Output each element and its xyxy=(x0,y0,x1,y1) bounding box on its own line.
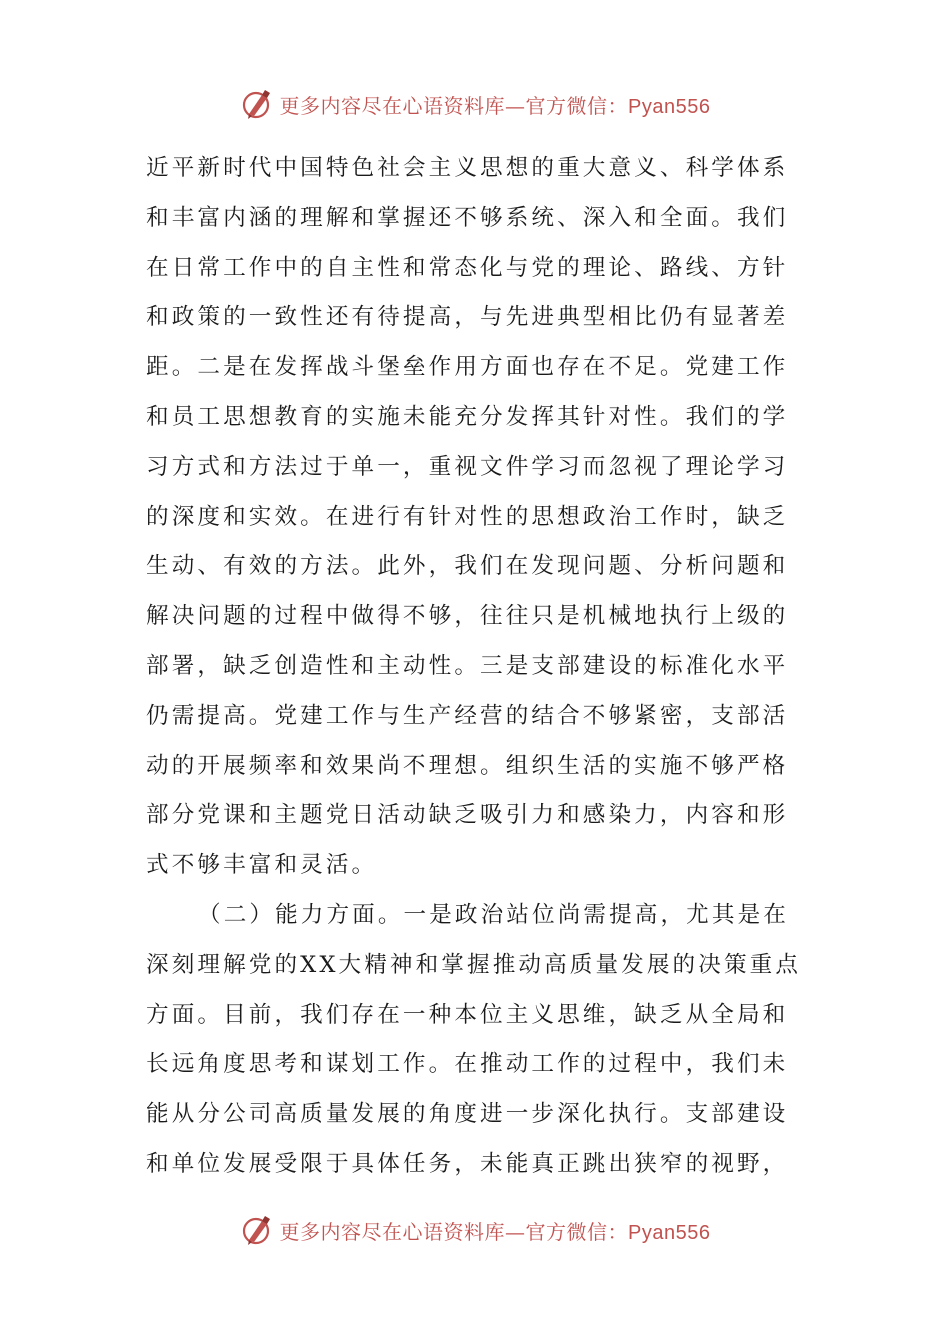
body-line: 方面。目前，我们存在一种本位主义思维，缺乏从全局和 xyxy=(146,1001,789,1028)
header-banner xyxy=(0,84,950,124)
body-line: 仍需提高。党建工作与生产经营的结合不够紧密，支部活 xyxy=(146,702,789,729)
body-line: 在日常工作中的自主性和常态化与党的理论、路线、方针 xyxy=(146,254,789,281)
body-line: 习方式和方法过于单一，重视文件学习而忽视了理论学习 xyxy=(146,453,789,480)
body-line: 和员工思想教育的实施未能充分发挥其针对性。我们的学 xyxy=(146,403,789,430)
body-line: 近平新时代中国特色社会主义思想的重大意义、科学体系 xyxy=(146,155,789,181)
document-body xyxy=(146,144,806,1190)
body-line: 和单位发展受限于具体任务，未能真正跳出狭窄的视野， xyxy=(146,1150,789,1177)
body-line: 部署，缺乏创造性和主动性。三是支部建设的标准化水平 xyxy=(146,652,789,679)
header-banner-text: 更多内容尽在心语资料库—官方微信：Pyan556 xyxy=(279,93,711,118)
body-line: 动的开展频率和效果尚不理想。组织生活的实施不够严格 xyxy=(146,752,789,779)
body-line: 部分党课和主题党日活动缺乏吸引力和感染力，内容和形 xyxy=(146,802,789,829)
body-line: 和丰富内涵的理解和掌握还不够系统、深入和全面。我们 xyxy=(146,204,789,231)
body-line: 能从分公司高质量发展的角度进一步深化执行。支部建设 xyxy=(146,1101,789,1128)
body-line: 式不够丰富和灵活。 xyxy=(146,852,378,879)
pen-logo-icon xyxy=(240,1213,274,1247)
pen-logo-icon xyxy=(240,87,274,121)
body-line: 解决问题的过程中做得不够，往往只是机械地执行上级的 xyxy=(146,603,789,630)
footer-banner-text: 更多内容尽在心语资料库—官方微信：Pyan556 xyxy=(279,1219,711,1244)
body-line: 长远角度思考和谋划工作。在推动工作的过程中，我们未 xyxy=(146,1051,789,1078)
section-heading-line: （二）能力方面。一是政治站位尚需提高，尤其是在 xyxy=(198,901,789,928)
body-line: 生动、有效的方法。此外，我们在发现问题、分析问题和 xyxy=(146,553,789,580)
body-line: 距。二是在发挥战斗堡垒作用方面也存在不足。党建工作 xyxy=(146,354,789,381)
footer-banner xyxy=(0,1210,950,1250)
body-line: 深刻理解党的XX大精神和掌握推动高质量发展的决策重点 xyxy=(146,951,802,978)
body-line: 的深度和实效。在进行有针对性的思想政治工作时，缺乏 xyxy=(146,503,789,530)
body-line: 和政策的一致性还有待提高，与先进典型相比仍有显著差 xyxy=(146,304,789,331)
